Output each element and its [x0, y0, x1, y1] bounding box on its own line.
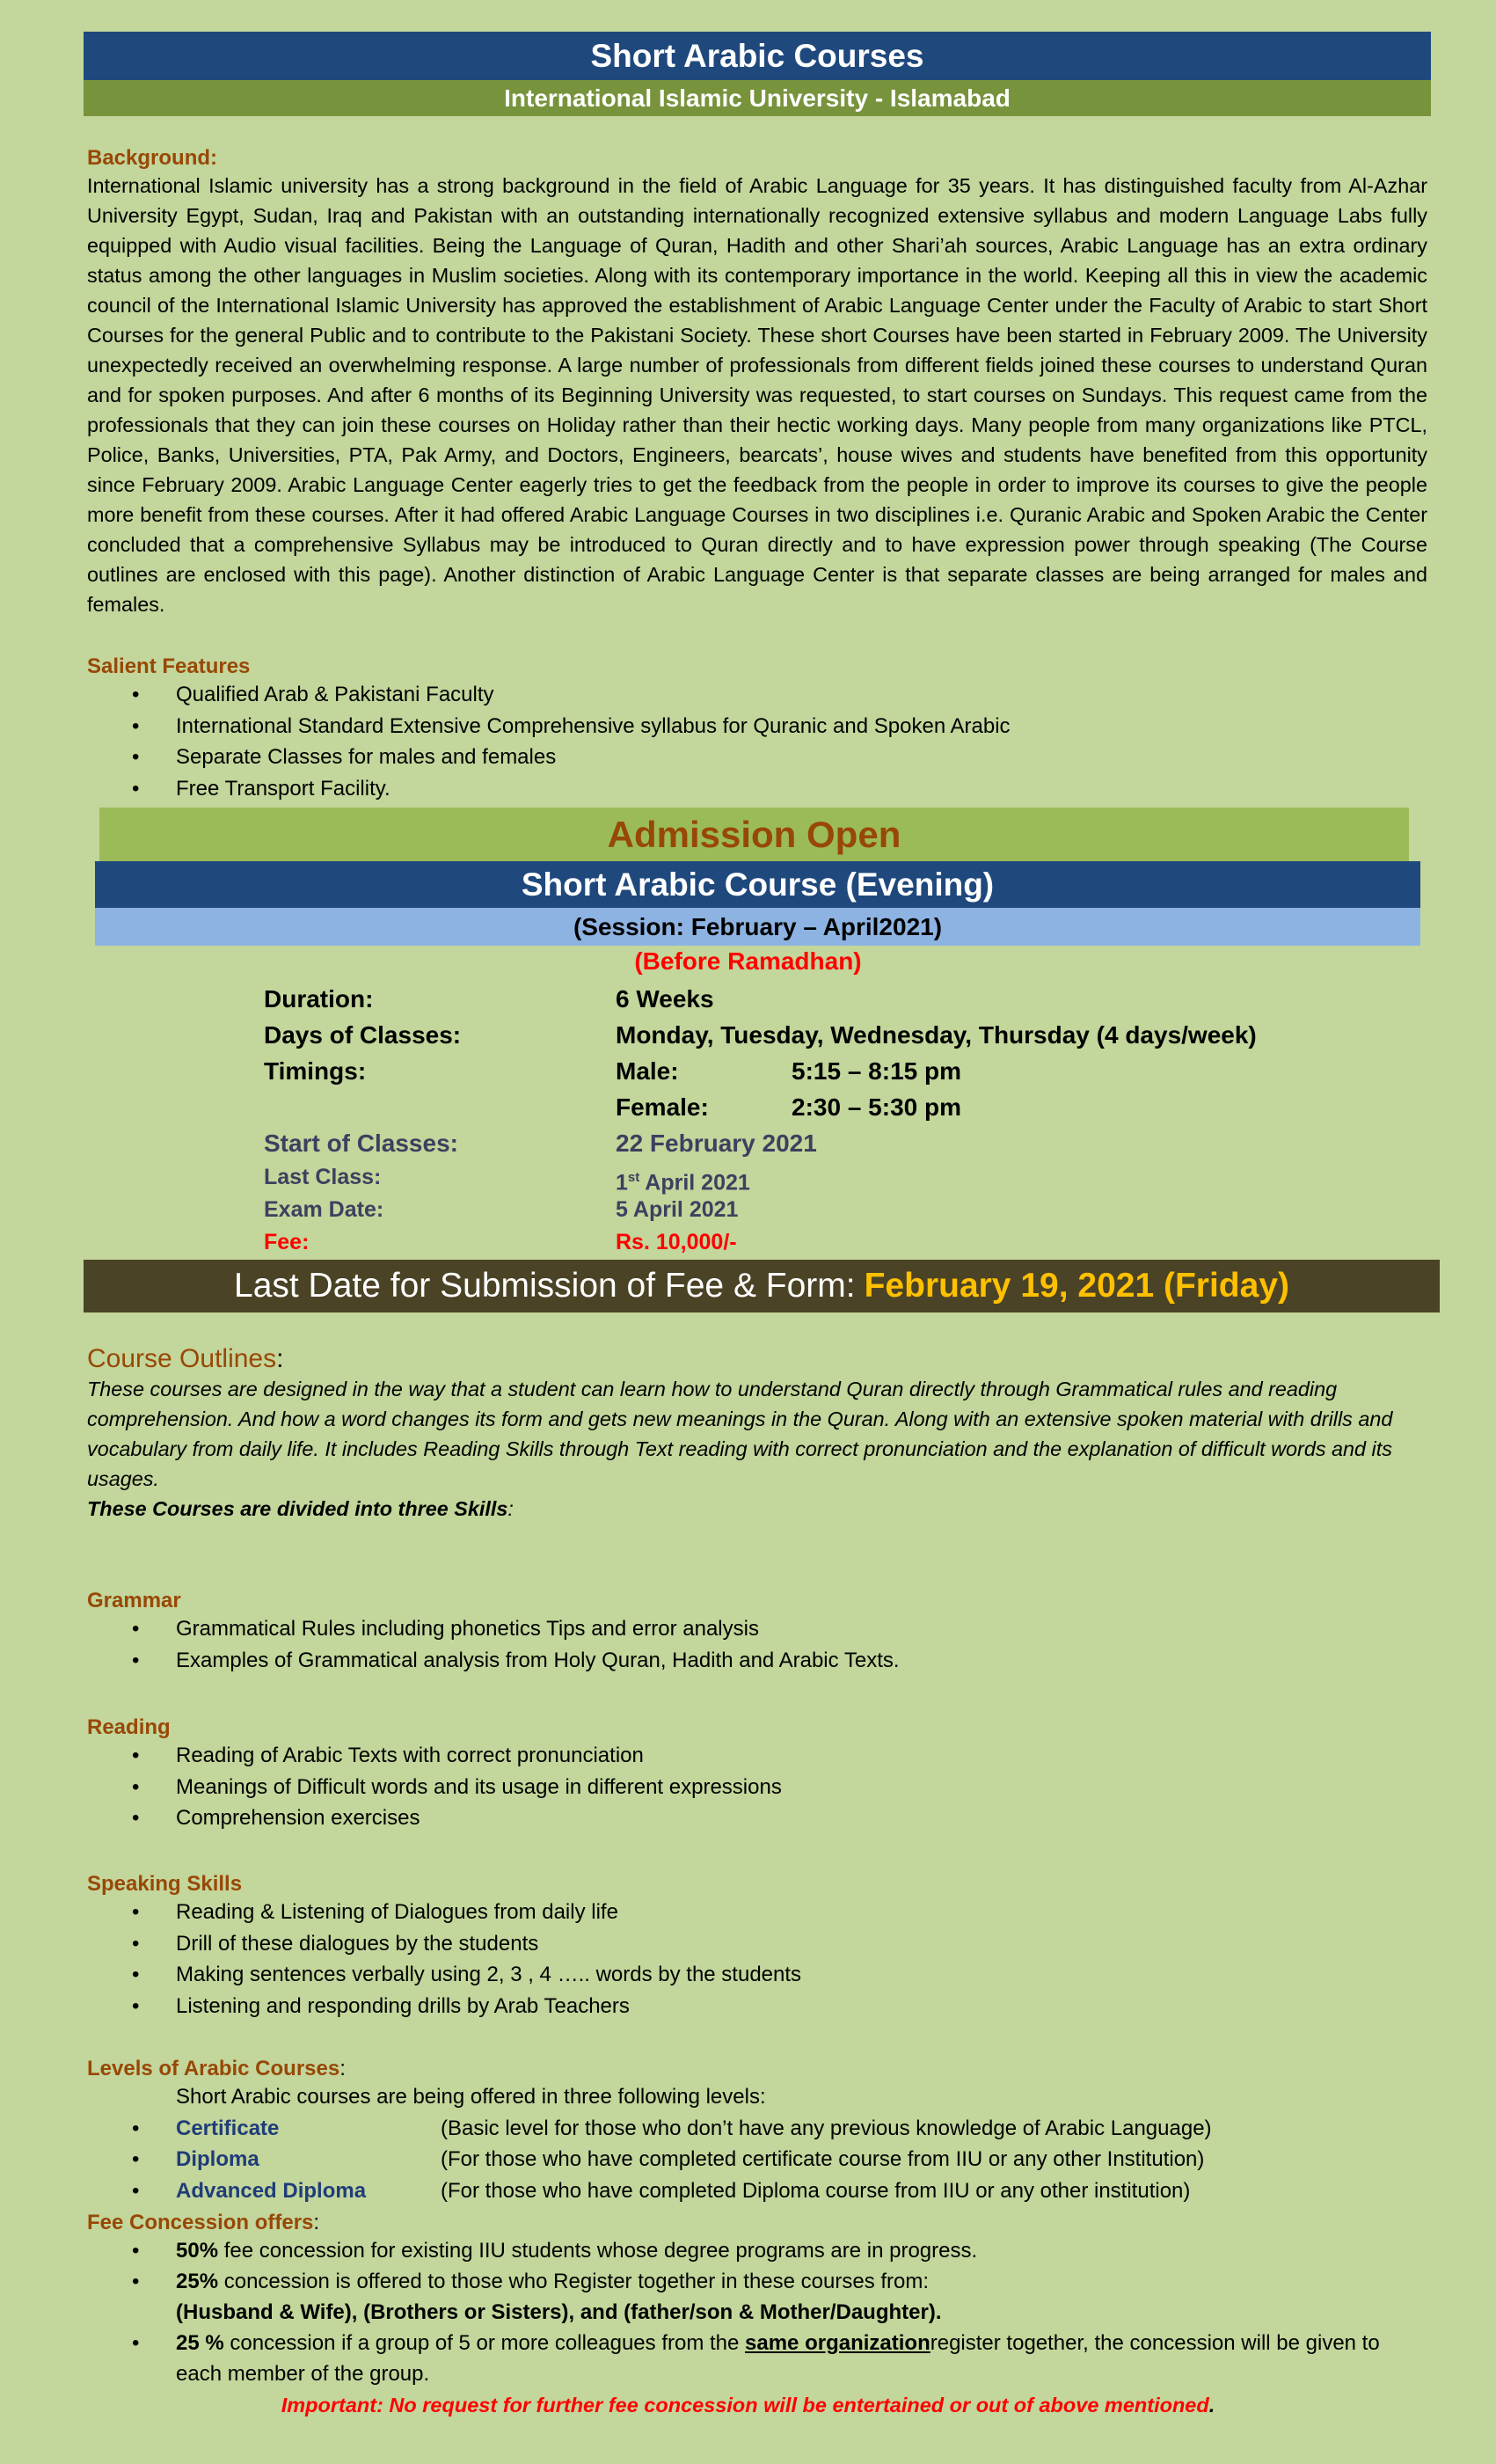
start-value: 22 February 2021: [616, 1130, 817, 1157]
list-item: • Meanings of Difficult words and its usage in different expressions: [87, 1772, 1427, 1803]
schedule-table: [264, 981, 1407, 1259]
deadline-banner: [84, 1260, 1440, 1312]
grammar-heading: Grammar: [87, 1589, 181, 1612]
level-description: (For those who have completed Diploma course from IIU or any other institution): [441, 2178, 1191, 2203]
level-name: • Advanced Diploma: [176, 2178, 367, 2203]
level-row: [87, 2144, 1427, 2175]
list-item: [87, 2328, 1427, 2389]
female-label: Female:: [616, 1093, 709, 1121]
grammar-section: [87, 1589, 1427, 1676]
list-item: • Free Transport Facility.: [87, 773, 1427, 805]
grammar-list: [87, 1613, 1427, 1676]
ramadhan-note: (Before Ramadhan): [634, 947, 862, 975]
university-subtitle: International Islamic University - Islamabad: [84, 80, 1431, 116]
background-section: [87, 146, 1427, 619]
last-class-suffix: st: [627, 1170, 640, 1185]
speaking-list: [87, 1897, 1427, 2022]
fee-concession-list: [87, 2235, 1427, 2389]
fee-concession-heading: Fee Concession offers: [87, 2211, 314, 2234]
speaking-heading: Speaking Skills: [87, 1872, 243, 1896]
outlines-heading: Course Outlines: [87, 1344, 277, 1373]
last-class-day: 1: [616, 1170, 628, 1195]
outlines-divided: These Courses are divided into three Skills: [87, 1497, 508, 1520]
list-item: • Reading of Arabic Texts with correct pronunciation: [87, 1740, 1427, 1772]
start-label: Start of Classes:: [264, 1130, 458, 1157]
duration-label: Duration:: [264, 985, 374, 1013]
schedule-row-exam: [264, 1194, 1407, 1226]
salient-heading: Salient Features: [87, 654, 251, 678]
reading-section: [87, 1715, 1427, 1834]
days-label: Days of Classes:: [264, 1021, 462, 1049]
fee-value: Rs. 10,000/-: [616, 1230, 737, 1254]
schedule-row-female: [264, 1089, 1407, 1125]
list-item: • Drill of these dialogues by the students: [87, 1928, 1427, 1960]
fee-concession-colon: :: [313, 2211, 320, 2234]
male-label: Male:: [616, 1057, 679, 1085]
level-name: • Certificate: [176, 2116, 280, 2140]
level-description: (For those who have completed certificate course from IIU or any other Institution): [441, 2147, 1205, 2171]
concession-percent: 25%: [176, 2270, 219, 2293]
list-item: • Grammatical Rules including phonetics Tips and error analysis: [87, 1613, 1427, 1645]
days-value: Monday, Tuesday, Wednesday, Thursday (4 days/week): [616, 1021, 1257, 1049]
levels-intro: Short Arabic courses are being offered in three following levels:: [176, 2085, 766, 2109]
male-time: 5:15 – 8:15 pm: [792, 1057, 961, 1085]
level-name: • Diploma: [176, 2147, 259, 2171]
level-row: [87, 2113, 1427, 2145]
course-outlines-section: [87, 1344, 1427, 1524]
exam-value: 5 April 2021: [616, 1197, 739, 1222]
schedule-row-male: [264, 1053, 1407, 1089]
concession-text: fee concession for existing IIU students whose degree programs are in progress.: [218, 2239, 978, 2263]
session-banner: (Session: February – April2021): [95, 908, 1420, 946]
last-class-month: April 2021: [639, 1170, 750, 1195]
admission-open-banner: Admission Open: [99, 808, 1409, 861]
schedule-row-last-class: [264, 1161, 1407, 1194]
important-period: .: [1208, 2394, 1215, 2416]
concession-relations: (Husband & Wife), (Brothers or Sisters), and (father/son & Mother/Daughter).: [176, 2300, 942, 2324]
level-row: [87, 2175, 1427, 2207]
timings-label: Timings:: [264, 1057, 367, 1085]
schedule-row-days: [264, 1017, 1407, 1053]
important-text: Important: No request for further fee concession will be entertained or out of above mentioned: [281, 2394, 1209, 2416]
concession-text: concession if a group of 5 or more colleagues from the: [223, 2331, 746, 2355]
reading-list: [87, 1740, 1427, 1834]
list-item: • International Standard Extensive Comprehensive syllabus for Quranic and Spoken Arabic: [87, 711, 1427, 742]
list-item: [87, 2235, 1427, 2266]
fee-concession-section: [87, 2211, 1427, 2389]
same-organization-text: same organization: [745, 2331, 930, 2355]
salient-list: [87, 679, 1427, 804]
list-item: [87, 2266, 1427, 2328]
list-item: • Separate Classes for males and females: [87, 742, 1427, 773]
speaking-section: [87, 1872, 1427, 2022]
outlines-divided-colon: :: [507, 1497, 514, 1520]
level-description: (Basic level for those who don’t have any previous knowledge of Arabic Language): [441, 2116, 1212, 2140]
concession-percent: 25 %: [176, 2331, 224, 2355]
duration-value: 6 Weeks: [616, 985, 714, 1013]
background-text: International Islamic university has a strong background in the field of Arabic Language for 35 years. It has distinguished faculty from Al-Azhar University Egypt, Sudan, Iraq and Pakistan with an outstanding internationally recognized extensive syllabus and modern Language Labs fully equipped with Audio visual facilities. Being the Language of Quran, Hadith and other Shari’ah sources, Arabic Language has an extra ordinary status among the other languages in Muslim societies. Along with its contemporary importance in the world. Keeping all this in view the academic council of the International Islamic University has approved the establishment of Arabic Language Center under the Faculty of Arabic to start Short Courses for the general Public and to contribute to the Pakistani Society. These short Courses have been started in February 2009. The University unexpectedly received an overwhelming response. A large number of professionals from different fields joined these courses to understand Quran and for spoken purposes. And after 6 months of its Beginning University was requested, to start courses on Sundays. This request came from the professionals that they can join these courses on Holiday rather than their hectic working days. Many people from many organizations like PTCL, Police, Banks, Universities, PTA, Pak Army, and Doctors, Engineers, bearcats’, house wives and students have benefited from this opportunity since February 2009. Arabic Language Center eagerly tries to get the feedback from the people in order to improve its courses to give the people more benefit from these courses. After it had offered Arabic Language Courses in two disciplines i.e. Quranic Arabic and Spoken Arabic the Center concluded that a comprehensive Syllabus may be introduced to Quran directly and to have expression power through speaking (The Course outlines are enclosed with this page). Another distinction of Arabic Language Center is that separate classes are being arranged for males and females.: [87, 174, 1427, 616]
fee-label: Fee:: [264, 1230, 310, 1254]
concession-percent: 50%: [176, 2239, 219, 2263]
page-title: Short Arabic Courses: [84, 32, 1431, 80]
levels-heading: Levels of Arabic Courses: [87, 2057, 340, 2080]
background-heading: Background:: [87, 146, 218, 170]
exam-label: Exam Date:: [264, 1197, 384, 1222]
reading-heading: Reading: [87, 1715, 171, 1739]
deadline-date: February 19, 2021 (Friday): [864, 1267, 1289, 1305]
list-item: • Reading & Listening of Dialogues from daily life: [87, 1897, 1427, 1928]
schedule-row-start: [264, 1125, 1407, 1161]
schedule-row-duration: [264, 981, 1407, 1017]
list-item: • Making sentences verbally using 2, 3 , 4 ….. words by the students: [87, 1959, 1427, 1991]
outlines-text: These courses are designed in the way that a student can learn how to understand Quran directly through Grammatical rules and reading comprehension. And how a word changes its form and gets new meanings in the Quran. Along with an extensive spoken material with drills and vocabulary from daily life. It includes Reading Skills through Text reading with correct pronunciation and the explanation of difficult words and its usages.: [87, 1378, 1393, 1490]
list-item: • Qualified Arab & Pakistani Faculty: [87, 679, 1427, 711]
list-item: • Listening and responding drills by Arab Teachers: [87, 1991, 1427, 2022]
concession-text: concession is offered to those who Register together in these courses from:: [218, 2270, 930, 2293]
last-class-label: Last Class:: [264, 1165, 382, 1189]
concession-text-end: register together, the concession will be given to each member of the group.: [176, 2331, 1380, 2386]
salient-features-section: [87, 654, 1427, 804]
female-time: 2:30 – 5:30 pm: [792, 1093, 961, 1121]
levels-section: [87, 2057, 1427, 2206]
list-item: • Comprehension exercises: [87, 1802, 1427, 1834]
course-title-banner: Short Arabic Course (Evening): [95, 861, 1420, 908]
levels-colon: :: [339, 2057, 346, 2080]
list-item: • Examples of Grammatical analysis from Holy Quran, Hadith and Arabic Texts.: [87, 1645, 1427, 1677]
important-note: [0, 2394, 1496, 2417]
outlines-colon: :: [276, 1344, 284, 1373]
schedule-row-fee: [264, 1226, 1407, 1259]
deadline-label: Last Date for Submission of Fee & Form:: [234, 1267, 856, 1305]
